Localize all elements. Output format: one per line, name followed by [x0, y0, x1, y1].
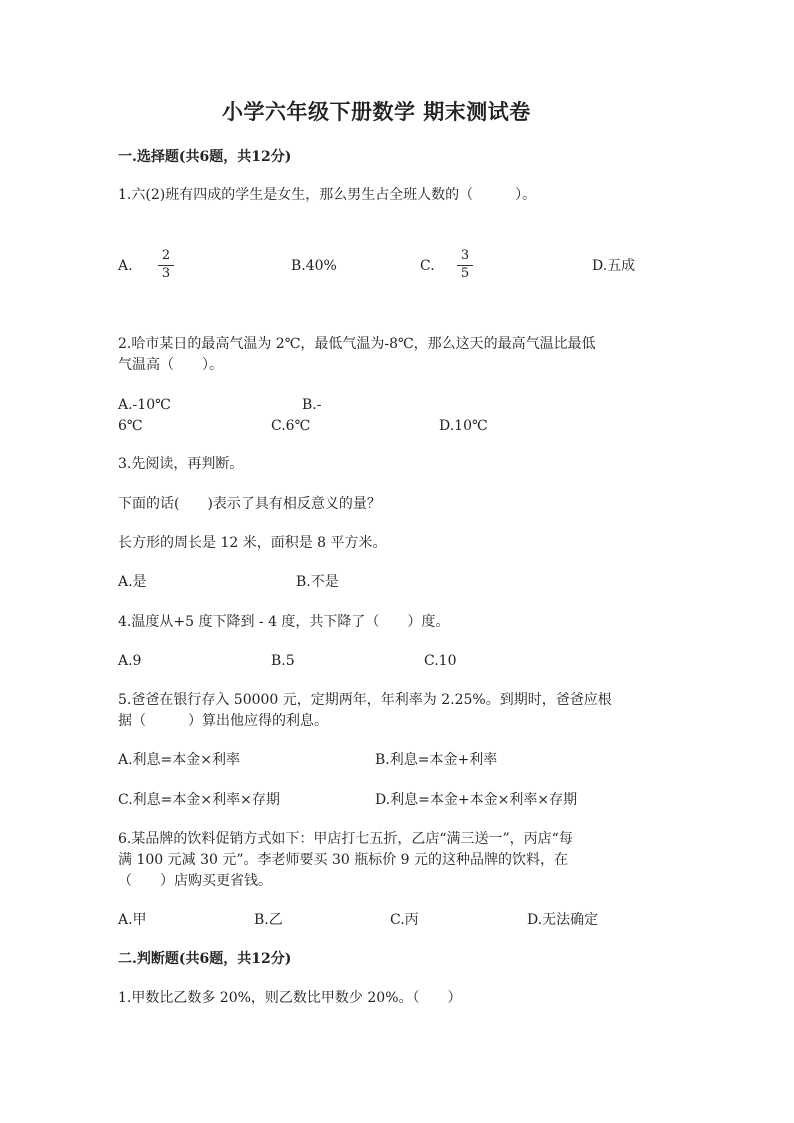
q6-option-b: B.乙: [254, 912, 283, 928]
section-heading-judgment: 二.判断题(共6题，共12分): [118, 951, 292, 967]
question-5-stem-line1: 5.爸爸在银行存入 50000 元，定期两年，年利率为 2.25%。到期时，爸爸应根: [118, 692, 612, 708]
fraction-denominator: 3: [161, 266, 171, 281]
q3-option-a: A.是: [118, 574, 147, 590]
fraction-numerator: 3: [460, 248, 470, 263]
q2-option-b-part1: B.-: [302, 397, 322, 413]
fraction-numerator: 2: [161, 248, 171, 263]
judgment-question-1-stem: 1.甲数比乙数多 20%，则乙数比甲数少 20%。（ ）: [118, 990, 462, 1006]
q2-option-a: A.-10℃: [118, 397, 171, 413]
q1-option-a-fraction: [158, 249, 174, 281]
fraction-denominator: 5: [460, 266, 470, 281]
q1-option-a-label: A.: [118, 258, 133, 274]
question-3-stem: 3.先阅读，再判断。: [118, 456, 244, 472]
q1-option-b: B.40%: [291, 258, 337, 274]
q2-option-b-part2: 6℃: [118, 418, 143, 434]
question-6-stem-line2: 满 100 元减 30 元”。李老师要买 30 瓶标价 9 元的这种品牌的饮料，在: [118, 852, 569, 868]
question-3-line2: 下面的话( )表示了具有相反意义的量？: [118, 496, 381, 512]
q5-option-d: D.利息=本金+本金×利率×存期: [375, 792, 578, 808]
section-heading-choice: 一.选择题(共6题，共12分): [118, 149, 292, 165]
question-2-stem-line1: 2.哈市某日的最高气温为 2℃，最低气温为-8℃，那么这天的最高气温比最低: [118, 336, 596, 352]
q4-option-b: B.5: [271, 653, 295, 669]
q1-option-c-label: C.: [420, 258, 435, 274]
question-6-stem-line1: 6.某品牌的饮料促销方式如下：甲店打七五折，乙店“满三送一”，丙店“每: [118, 831, 573, 847]
q4-option-c: C.10: [424, 653, 457, 669]
question-1-stem: 1.六(2)班有四成的学生是女生，那么男生占全班人数的（ ）。: [118, 187, 537, 203]
q6-option-a: A.甲: [118, 912, 147, 928]
question-3-line3: 长方形的周长是 12 米，面积是 8 平方米。: [118, 535, 387, 551]
question-2-stem-line2: 气温高（ ）。: [118, 357, 223, 373]
q1-option-c-fraction: [457, 249, 473, 281]
q6-option-d: D.无法确定: [527, 912, 599, 928]
q6-option-c: C.丙: [390, 912, 419, 928]
q2-option-d: D.10℃: [439, 418, 488, 434]
q3-option-b: B.不是: [296, 574, 339, 590]
q5-option-c: C.利息=本金×利率×存期: [118, 792, 280, 808]
question-5-stem-line2: 据（ ）算出他应得的利息。: [118, 713, 328, 729]
q1-option-d: D.五成: [592, 258, 636, 274]
question-4-stem: 4.温度从+5 度下降到 - 4 度，共下降了（ ）度。: [118, 614, 450, 630]
q5-option-b: B.利息=本金+利率: [375, 752, 498, 768]
page-title: 小学六年级下册数学 期末测试卷: [222, 99, 531, 124]
q4-option-a: A.9: [118, 653, 142, 669]
question-6-stem-line3: （ ）店购买更省钱。: [118, 873, 272, 889]
q2-option-c: C.6℃: [271, 418, 311, 434]
q5-option-a: A.利息=本金×利率: [118, 752, 241, 768]
